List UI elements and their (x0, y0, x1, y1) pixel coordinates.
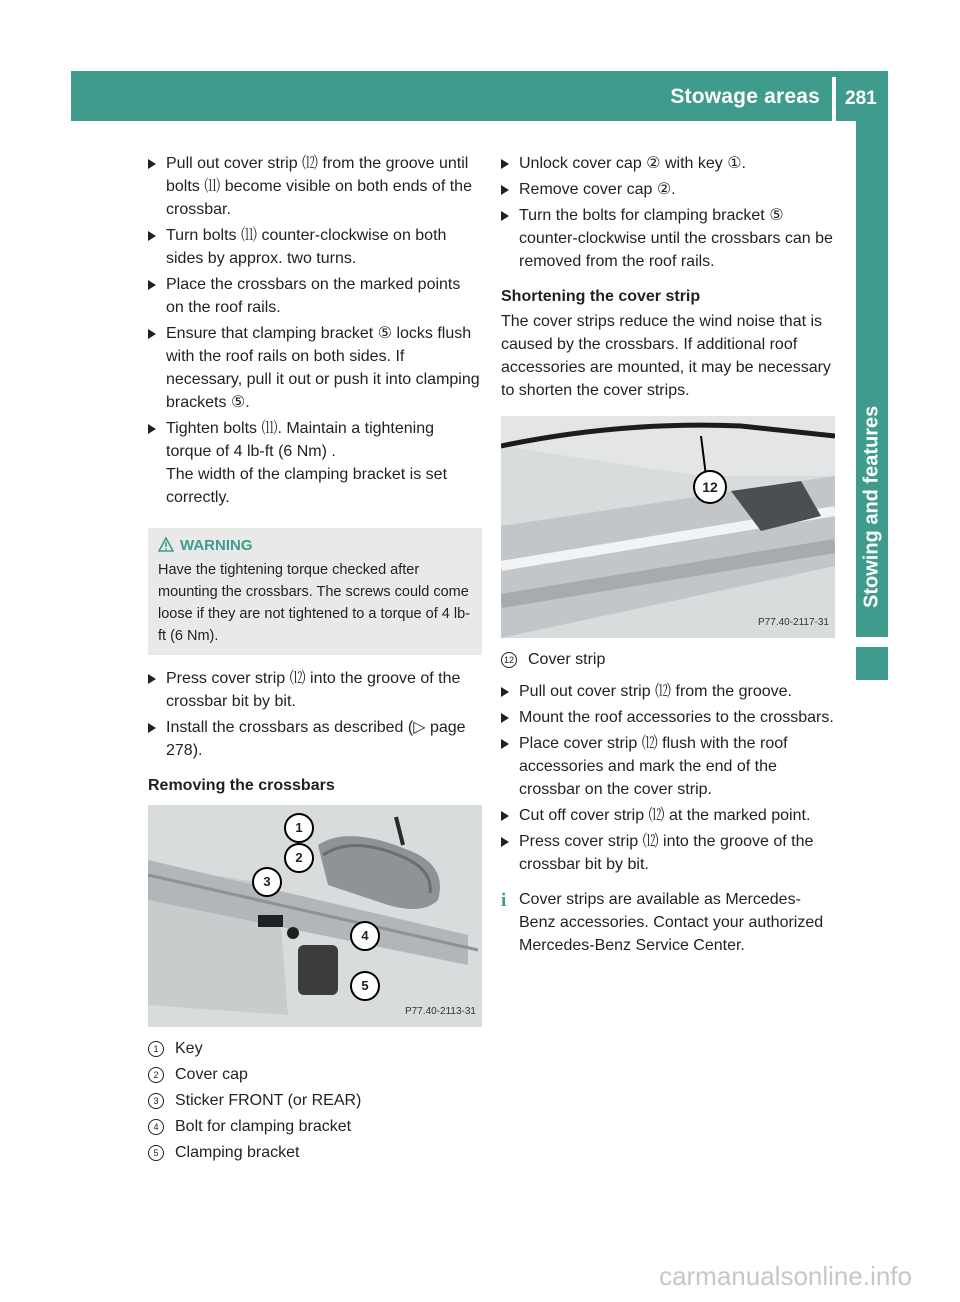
step: Remove cover cap ②. (501, 178, 835, 201)
intro-paragraph: The cover strips reduce the wind noise that is caused by the crossbars. If additional roof accessories are mounted, it may be necessary to shorten the cover strips. (501, 313, 831, 399)
callout-2: 2 (284, 843, 314, 873)
step-arrow-icon (148, 280, 156, 290)
side-tab-label: Stowing and features (860, 405, 883, 608)
step-arrow-icon (148, 329, 156, 339)
header-divider (832, 77, 836, 121)
legend-item: 4 Bolt for clamping bracket (148, 1115, 482, 1138)
cover-strip-illustration (501, 416, 835, 638)
callout-4: 4 (350, 921, 380, 951)
watermark: carmanualsonline.info (659, 1261, 912, 1291)
step: Pull out cover strip ⑿ from the groove. (501, 680, 835, 703)
info-icon: i (501, 890, 507, 911)
figure-code: P77.40-2117-31 (758, 617, 829, 628)
step: Pull out cover strip ⑿ from the groove until bolts ⑾ become visible on both ends of the crossbar. (148, 152, 482, 221)
step: Cut off cover strip ⑿ at the marked point. (501, 804, 835, 827)
callout-5: 5 (350, 971, 380, 1001)
step: Press cover strip ⑿ into the groove of the crossbar bit by bit. (148, 667, 482, 713)
warning-heading: WARNING (158, 535, 472, 557)
figure-cover-strip (501, 416, 835, 638)
step: Place cover strip ⑿ flush with the roof accessories and mark the end of the crossbar on the cover strip. (501, 732, 835, 801)
step: Turn the bolts for clamping bracket ⑤ counter-clockwise until the crossbars can be removed from the roof rails. (501, 204, 835, 273)
step-arrow-icon (501, 739, 509, 749)
section-title-removing: Removing the crossbars (148, 777, 335, 794)
legend-item: 5 Clamping bracket (148, 1141, 482, 1164)
side-tab (856, 121, 888, 637)
crossbar-illustration (148, 805, 482, 1027)
page-title: Stowage areas (670, 85, 820, 108)
step-arrow-icon (501, 159, 509, 169)
legend-item: 1 Key (148, 1037, 482, 1060)
step: Unlock cover cap ② with key ①. (501, 152, 835, 175)
step-arrow-icon (501, 211, 509, 221)
step-arrow-icon (501, 185, 509, 195)
step-arrow-icon (148, 674, 156, 684)
step: Ensure that clamping bracket ⑤ locks flush with the roof rails on both sides. If necessary, pull it out or push it into clamping brackets ⑤. (148, 322, 482, 414)
callout-12: 12 (693, 470, 727, 504)
warning-triangle-icon (158, 537, 174, 552)
step-arrow-icon (148, 424, 156, 434)
step-arrow-icon (148, 159, 156, 169)
step-arrow-icon (501, 837, 509, 847)
figure-code: P77.40-2113-31 (405, 1006, 476, 1017)
figure-removing-crossbars (148, 805, 482, 1027)
callout-1: 1 (284, 813, 314, 843)
page-number: 281 (845, 88, 877, 109)
step: Tighten bolts ⑾. Maintain a tightening torque of 4 lb-ft (6 Nm) . The width of the clamping bracket is set correctly. (148, 417, 482, 509)
step: Install the crossbars as described (▷ page 278). (148, 716, 482, 762)
step: Press cover strip ⑿ into the groove of the crossbar bit by bit. (501, 830, 835, 876)
side-tab-square (856, 647, 888, 680)
callout-3: 3 (252, 867, 282, 897)
step-arrow-icon (501, 687, 509, 697)
step-arrow-icon (501, 713, 509, 723)
left-column (148, 152, 482, 1167)
warning-text: Have the tightening torque checked after mounting the crossbars. The screws could come loose if they are not tightened to a torque of 4 lb-ft (6 Nm). (158, 562, 470, 644)
warning-box (148, 528, 482, 655)
step: Place the crossbars on the marked points on the roof rails. (148, 273, 482, 319)
right-column (501, 152, 835, 957)
legend-item: 3 Sticker FRONT (or REAR) (148, 1089, 482, 1112)
step-arrow-icon (148, 231, 156, 241)
step-arrow-icon (501, 811, 509, 821)
legend-item: 12 Cover strip (501, 648, 835, 671)
legend-item: 2 Cover cap (148, 1063, 482, 1086)
step: Mount the roof accessories to the crossbars. (501, 706, 835, 729)
header-bar (71, 71, 888, 121)
info-note: i Cover strips are available as Mercedes-Benz accessories. Contact your authorized Mercedes-Benz Service Center. (501, 890, 824, 954)
step-arrow-icon (148, 723, 156, 733)
section-title-shortening: Shortening the cover strip (501, 288, 701, 305)
step: Turn bolts ⑾ counter-clockwise on both sides by approx. two turns. (148, 224, 482, 270)
